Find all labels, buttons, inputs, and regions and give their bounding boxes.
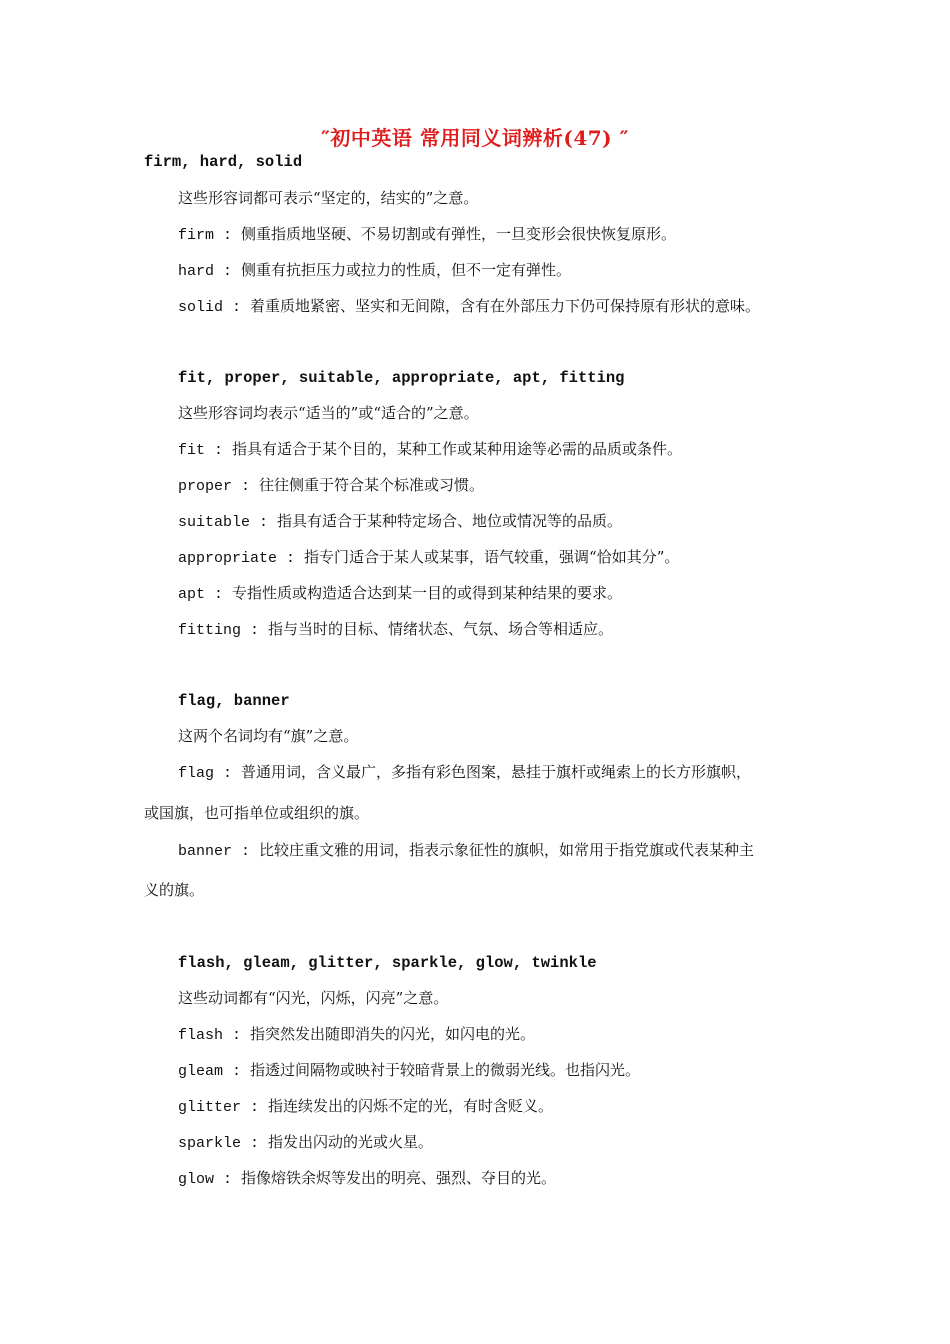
entry-word: gleam xyxy=(178,1063,224,1080)
entry-separator: : xyxy=(223,1063,251,1080)
entry-separator: : xyxy=(277,550,305,567)
section-intro: 这些形容词都可表示“坚定的，结实的”之意。 xyxy=(178,189,479,207)
entry-definition: 指专门适合于某人或某事，语气较重，强调“恰如其分”。 xyxy=(304,548,680,566)
entry-word: fitting xyxy=(178,622,242,639)
entry-separator: : xyxy=(232,478,260,495)
entry-definition: 着重质地紧密、坚实和无间隙，含有在外部压力下仍可保持原有形状的意味。 xyxy=(250,297,761,315)
section-intro: 这些动词都有“闪光，闪烁，闪亮”之意。 xyxy=(178,989,449,1007)
entry-word: solid xyxy=(178,299,224,316)
entry-word: glow xyxy=(178,1171,215,1188)
entry xyxy=(178,762,751,784)
entry-definition: 指与当时的目标、情绪状态、气氛、场合等相适应。 xyxy=(268,620,614,638)
section-intro: 这些形容词均表示“适当的”或“适合的”之意。 xyxy=(178,404,479,422)
entry-word: flag xyxy=(178,765,215,782)
entry-definition: 指像熔铁余烬等发出的明亮、强烈、夺目的光。 xyxy=(241,1169,557,1187)
entry-definition: 普通用词，含义最广，多指有彩色图案，悬挂于旗杆或绳索上的长方形旗帜， xyxy=(241,763,752,781)
section-heading: flash, gleam, glitter, sparkle, glow, twinkle xyxy=(178,954,597,972)
section-heading: flag, banner xyxy=(178,692,290,710)
entry xyxy=(178,1060,640,1082)
entry xyxy=(178,619,613,641)
entry-separator: : xyxy=(223,1027,251,1044)
entry-separator: : xyxy=(241,1135,269,1152)
document-title: ″初中英语 常用同义词辨析(47) ″ xyxy=(320,126,630,150)
entry-word: proper xyxy=(178,478,233,495)
entry-word: apt xyxy=(178,586,206,603)
entry-word: fit xyxy=(178,442,206,459)
entry-word: suitable xyxy=(178,514,251,531)
entry-definition: 指具有适合于某种特定场合、地位或情况等的品质。 xyxy=(277,512,623,530)
entry-word: banner xyxy=(178,843,233,860)
entry xyxy=(178,296,760,318)
entry-separator: : xyxy=(232,843,260,860)
entry xyxy=(178,583,622,605)
entry-word: flash xyxy=(178,1027,224,1044)
entry xyxy=(178,1168,556,1190)
entry-word: glitter xyxy=(178,1099,242,1116)
entry-word: appropriate xyxy=(178,550,278,567)
entry xyxy=(178,1024,535,1046)
entry-separator: : xyxy=(241,622,269,639)
entry-definition: 侧重指质地坚硬、不易切割或有弹性，一旦变形会很快恢复原形。 xyxy=(241,225,677,243)
entry xyxy=(178,511,622,533)
entry xyxy=(178,840,754,862)
entry-separator: : xyxy=(214,227,242,244)
entry-separator: : xyxy=(214,765,242,782)
entry-continuation: 义的旗。 xyxy=(144,881,205,899)
section-intro: 这两个名词均有“旗”之意。 xyxy=(178,727,359,745)
entry xyxy=(178,475,484,497)
entry-separator: : xyxy=(214,1171,242,1188)
entry xyxy=(178,1132,433,1154)
entry-word: sparkle xyxy=(178,1135,242,1152)
entry xyxy=(178,224,676,246)
entry-word: firm xyxy=(178,227,215,244)
entry xyxy=(178,260,571,282)
entry-separator: : xyxy=(250,514,278,531)
entry-definition: 侧重有抗拒压力或拉力的性质，但不一定有弹性。 xyxy=(241,261,572,279)
entry-definition: 指连续发出的闪烁不定的光，有时含贬义。 xyxy=(268,1097,554,1115)
entry-definition: 指透过间隔物或映衬于较暗背景上的微弱光线。也指闪光。 xyxy=(250,1061,641,1079)
entry-separator: : xyxy=(241,1099,269,1116)
entry-separator: : xyxy=(214,263,242,280)
entry-continuation: 或国旗，也可指单位或组织的旗。 xyxy=(144,804,370,822)
entry-definition: 指发出闪动的光或火星。 xyxy=(268,1133,434,1151)
entry-definition: 往往侧重于符合某个标准或习惯。 xyxy=(259,476,485,494)
entry-definition: 指具有适合于某个目的，某种工作或某种用途等必需的品质或条件。 xyxy=(232,440,683,458)
entry xyxy=(178,1096,553,1118)
entry-definition: 专指性质或构造适合达到某一目的或得到某种结果的要求。 xyxy=(232,584,623,602)
entry-separator: : xyxy=(205,586,233,603)
entry-word: hard xyxy=(178,263,215,280)
entry xyxy=(178,439,682,461)
section-heading: firm, hard, solid xyxy=(144,153,303,171)
entry xyxy=(178,547,679,569)
section-heading: fit, proper, suitable, appropriate, apt, fitting xyxy=(178,369,625,387)
entry-separator: : xyxy=(205,442,233,459)
entry-definition: 比较庄重文雅的用词，指表示象征性的旗帜，如常用于指党旗或代表某种主 xyxy=(259,841,755,859)
entry-separator: : xyxy=(223,299,251,316)
entry-definition: 指突然发出随即消失的闪光，如闪电的光。 xyxy=(250,1025,536,1043)
